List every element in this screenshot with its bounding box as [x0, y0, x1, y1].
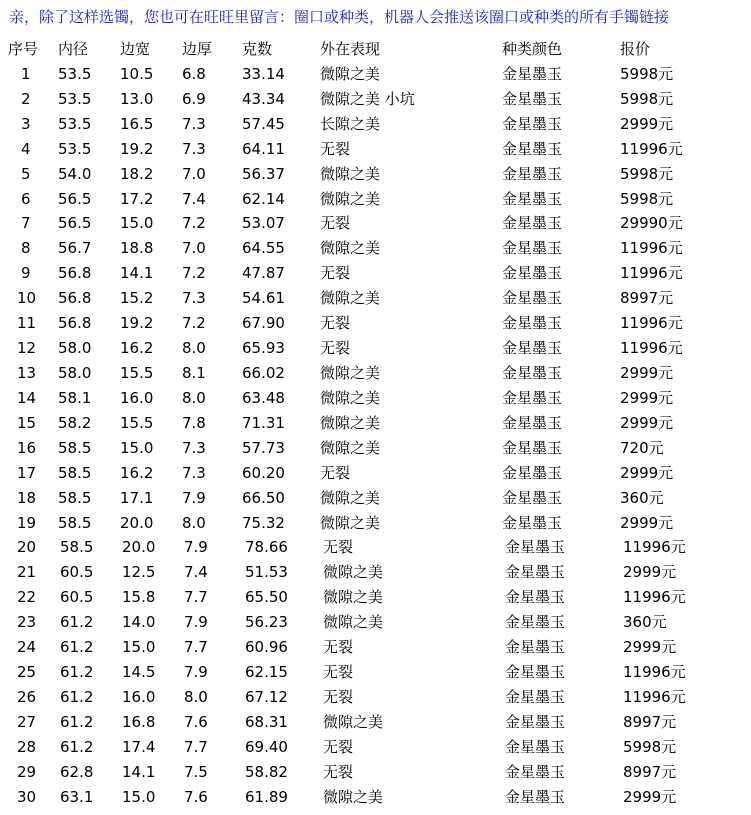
cell-gram: 33.14 [242, 64, 285, 83]
cell-kind: 金星墨玉 [502, 314, 563, 333]
cell-gram: 65.50 [245, 588, 288, 607]
table-row [0, 137, 751, 162]
cell-inner: 54.0 [58, 164, 92, 183]
table-row [0, 535, 751, 560]
cell-kind: 金星墨玉 [505, 787, 566, 806]
cell-gram: 71.31 [242, 413, 285, 432]
cell-seq: 11 [17, 314, 37, 333]
cell-look: 微隙之美 [320, 64, 381, 83]
table-row [0, 236, 751, 261]
cell-kind: 金星墨玉 [502, 89, 563, 108]
table-row [0, 411, 751, 436]
header-kind: 种类颜色 [502, 40, 563, 58]
cell-inner: 58.0 [58, 339, 92, 358]
cell-width: 15.0 [122, 638, 156, 657]
cell-inner: 60.5 [60, 563, 94, 582]
table-row [0, 560, 751, 585]
cell-width: 10.5 [120, 64, 154, 83]
cell-gram: 47.87 [242, 264, 285, 283]
cell-thick: 7.9 [182, 488, 206, 507]
cell-look: 无裂 [320, 139, 351, 158]
cell-width: 14.0 [122, 613, 156, 632]
cell-kind: 金星墨玉 [505, 638, 566, 657]
cell-price: 11996元 [623, 588, 686, 607]
cell-seq: 24 [17, 638, 37, 657]
cell-price: 5998元 [623, 737, 677, 756]
cell-price: 5998元 [620, 89, 674, 108]
cell-seq: 28 [17, 737, 37, 756]
header-thick: 边厚 [182, 40, 213, 58]
cell-inner: 61.2 [60, 737, 94, 756]
cell-look: 微隙之美 [323, 787, 384, 806]
table-row [0, 461, 751, 486]
cell-seq: 4 [21, 139, 31, 158]
cell-look: 微隙之美 [323, 712, 384, 731]
cell-kind: 金星墨玉 [502, 289, 563, 308]
cell-width: 15.5 [120, 413, 154, 432]
table-row [0, 386, 751, 411]
cell-seq: 9 [21, 264, 31, 283]
cell-thick: 7.4 [182, 189, 206, 208]
cell-thick: 8.1 [182, 363, 206, 382]
cell-price: 2999元 [623, 638, 677, 657]
cell-inner: 58.5 [58, 438, 92, 457]
cell-kind: 金星墨玉 [502, 239, 563, 258]
cell-price: 2999元 [623, 563, 677, 582]
cell-inner: 58.5 [58, 463, 92, 482]
cell-width: 17.1 [120, 488, 154, 507]
cell-thick: 7.0 [182, 164, 206, 183]
bracelet-table [0, 37, 751, 810]
table-row [0, 685, 751, 710]
cell-kind: 金星墨玉 [502, 164, 563, 183]
cell-width: 14.1 [122, 762, 156, 781]
cell-kind: 金星墨玉 [505, 712, 566, 731]
header-look: 外在表现 [320, 40, 381, 58]
cell-width: 16.5 [120, 114, 154, 133]
table-row [0, 710, 751, 735]
cell-price: 11996元 [623, 538, 686, 557]
cell-price: 8997元 [623, 712, 677, 731]
cell-seq: 7 [21, 214, 31, 233]
cell-look: 无裂 [323, 538, 354, 557]
cell-width: 17.4 [122, 737, 156, 756]
table-row [0, 261, 751, 286]
cell-gram: 65.93 [242, 339, 285, 358]
cell-inner: 58.5 [58, 488, 92, 507]
cell-width: 15.0 [122, 787, 156, 806]
table-row [0, 211, 751, 236]
cell-price: 11996元 [623, 687, 686, 706]
cell-gram: 53.07 [242, 214, 285, 233]
cell-price: 5998元 [620, 64, 674, 83]
cell-thick: 6.9 [182, 89, 206, 108]
cell-seq: 26 [17, 687, 37, 706]
cell-seq: 8 [21, 239, 31, 258]
cell-seq: 1 [21, 64, 31, 83]
cell-gram: 57.73 [242, 438, 285, 457]
table-row [0, 112, 751, 137]
cell-look: 微隙之美 [320, 413, 381, 432]
table-row [0, 361, 751, 386]
table-row [0, 436, 751, 461]
cell-price: 11996元 [620, 314, 683, 333]
cell-look: 微隙之美 [320, 289, 381, 308]
cell-width: 18.2 [120, 164, 154, 183]
cell-thick: 7.0 [182, 239, 206, 258]
cell-width: 15.0 [120, 214, 154, 233]
cell-thick: 6.8 [182, 64, 206, 83]
cell-price: 2999元 [620, 388, 674, 407]
cell-price: 11996元 [623, 663, 686, 682]
table-row [0, 486, 751, 511]
cell-look: 微隙之美 [323, 588, 384, 607]
cell-gram: 43.34 [242, 89, 285, 108]
cell-price: 2999元 [620, 413, 674, 432]
cell-gram: 67.90 [242, 314, 285, 333]
cell-price: 360元 [620, 488, 664, 507]
cell-gram: 57.45 [242, 114, 285, 133]
cell-look: 微隙之美 [320, 488, 381, 507]
cell-thick: 8.0 [182, 388, 206, 407]
cell-price: 360元 [623, 613, 667, 632]
table-row [0, 610, 751, 635]
cell-seq: 10 [17, 289, 37, 308]
cell-thick: 7.4 [184, 563, 208, 582]
cell-kind: 金星墨玉 [502, 339, 563, 358]
cell-kind: 金星墨玉 [505, 563, 566, 582]
cell-kind: 金星墨玉 [505, 687, 566, 706]
cell-kind: 金星墨玉 [502, 513, 563, 532]
cell-width: 20.0 [122, 538, 156, 557]
cell-inner: 63.1 [60, 787, 94, 806]
cell-look: 微隙之美 [320, 363, 381, 382]
cell-inner: 56.5 [58, 214, 92, 233]
cell-look: 无裂 [323, 687, 354, 706]
cell-width: 16.0 [120, 388, 154, 407]
cell-thick: 8.0 [184, 687, 208, 706]
cell-gram: 61.89 [245, 787, 288, 806]
cell-gram: 63.48 [242, 388, 285, 407]
cell-seq: 30 [17, 787, 37, 806]
cell-look: 微隙之美 [320, 513, 381, 532]
cell-thick: 7.3 [182, 114, 206, 133]
cell-gram: 54.61 [242, 289, 285, 308]
cell-inner: 61.2 [60, 663, 94, 682]
cell-gram: 62.15 [245, 663, 288, 682]
cell-width: 19.2 [120, 139, 154, 158]
table-row [0, 62, 751, 87]
cell-inner: 58.5 [60, 538, 94, 557]
table-row [0, 187, 751, 212]
table-row [0, 286, 751, 311]
header-gram: 克数 [242, 40, 273, 58]
cell-thick: 7.9 [184, 613, 208, 632]
cell-gram: 56.23 [245, 613, 288, 632]
cell-price: 11996元 [620, 264, 683, 283]
cell-inner: 58.0 [58, 363, 92, 382]
cell-seq: 18 [17, 488, 37, 507]
cell-seq: 25 [17, 663, 37, 682]
cell-thick: 7.6 [184, 787, 208, 806]
cell-thick: 7.6 [184, 712, 208, 731]
cell-inner: 60.5 [60, 588, 94, 607]
cell-seq: 15 [17, 413, 37, 432]
cell-look: 无裂 [320, 463, 351, 482]
cell-thick: 7.8 [182, 413, 206, 432]
cell-seq: 17 [17, 463, 37, 482]
cell-kind: 金星墨玉 [502, 488, 563, 507]
cell-gram: 56.37 [242, 164, 285, 183]
cell-seq: 20 [17, 538, 37, 557]
header-inner: 内径 [58, 40, 89, 58]
cell-kind: 金星墨玉 [505, 538, 566, 557]
table-row [0, 585, 751, 610]
cell-seq: 22 [17, 588, 37, 607]
cell-price: 720元 [620, 438, 664, 457]
cell-kind: 金星墨玉 [502, 114, 563, 133]
cell-thick: 8.0 [182, 339, 206, 358]
cell-gram: 67.12 [245, 687, 288, 706]
cell-gram: 60.20 [242, 463, 285, 482]
cell-kind: 金星墨玉 [502, 363, 563, 382]
table-row [0, 336, 751, 361]
cell-width: 14.1 [120, 264, 154, 283]
table-row [0, 785, 751, 810]
cell-gram: 58.82 [245, 762, 288, 781]
cell-look: 微隙之美 [320, 164, 381, 183]
cell-price: 2999元 [623, 787, 677, 806]
cell-seq: 21 [17, 563, 37, 582]
cell-width: 15.2 [120, 289, 154, 308]
table-row [0, 735, 751, 760]
cell-seq: 2 [21, 89, 31, 108]
cell-look: 长隙之美 [320, 114, 381, 133]
cell-seq: 23 [17, 613, 37, 632]
cell-inner: 58.1 [58, 388, 92, 407]
cell-kind: 金星墨玉 [502, 413, 563, 432]
cell-width: 16.0 [122, 687, 156, 706]
cell-kind: 金星墨玉 [505, 588, 566, 607]
cell-width: 14.5 [122, 663, 156, 682]
cell-look: 无裂 [323, 663, 354, 682]
cell-inner: 61.2 [60, 712, 94, 731]
cell-look: 微隙之美 [320, 239, 381, 258]
cell-inner: 56.7 [58, 239, 92, 258]
cell-look: 无裂 [320, 339, 351, 358]
cell-look: 无裂 [323, 762, 354, 781]
cell-inner: 61.2 [60, 613, 94, 632]
cell-gram: 64.11 [242, 139, 285, 158]
cell-look: 无裂 [320, 264, 351, 283]
cell-width: 18.8 [120, 239, 154, 258]
cell-look: 无裂 [323, 737, 354, 756]
cell-width: 13.0 [120, 89, 154, 108]
table-row [0, 635, 751, 660]
cell-gram: 78.66 [245, 538, 288, 557]
cell-look: 微隙之美 [320, 438, 381, 457]
cell-price: 2999元 [620, 513, 674, 532]
cell-seq: 6 [21, 189, 31, 208]
cell-width: 12.5 [122, 563, 156, 582]
cell-price: 11996元 [620, 139, 683, 158]
cell-inner: 53.5 [58, 64, 92, 83]
table-row [0, 660, 751, 685]
cell-kind: 金星墨玉 [502, 214, 563, 233]
cell-price: 5998元 [620, 189, 674, 208]
cell-seq: 27 [17, 712, 37, 731]
cell-look: 无裂 [320, 214, 351, 233]
table-header [0, 37, 751, 62]
cell-price: 8997元 [620, 289, 674, 308]
cell-gram: 62.14 [242, 189, 285, 208]
cell-thick: 8.0 [182, 513, 206, 532]
cell-kind: 金星墨玉 [502, 264, 563, 283]
cell-gram: 60.96 [245, 638, 288, 657]
cell-inner: 56.8 [58, 289, 92, 308]
header-seq: 序号 [8, 40, 39, 58]
cell-look: 微隙之美 [320, 388, 381, 407]
cell-thick: 7.9 [184, 663, 208, 682]
cell-price: 29990元 [620, 214, 683, 233]
cell-thick: 7.3 [182, 438, 206, 457]
cell-price: 11996元 [620, 339, 683, 358]
cell-seq: 12 [17, 339, 37, 358]
cell-kind: 金星墨玉 [505, 613, 566, 632]
cell-kind: 金星墨玉 [505, 762, 566, 781]
cell-look: 微隙之美 [320, 189, 381, 208]
cell-gram: 69.40 [245, 737, 288, 756]
table-row [0, 511, 751, 536]
table-row [0, 311, 751, 336]
notice-text: 亲，除了这样选镯，您也可在旺旺里留言：圈口或种类，机器人会推送该圈口或种类的所有手镯链接 [9, 8, 670, 26]
cell-width: 20.0 [120, 513, 154, 532]
cell-width: 15.0 [120, 438, 154, 457]
cell-seq: 14 [17, 388, 37, 407]
cell-inner: 61.2 [60, 687, 94, 706]
cell-seq: 13 [17, 363, 37, 382]
cell-inner: 56.8 [58, 314, 92, 333]
cell-width: 16.2 [120, 463, 154, 482]
cell-price: 2999元 [620, 463, 674, 482]
cell-thick: 7.5 [184, 762, 208, 781]
cell-gram: 64.55 [242, 239, 285, 258]
table-row [0, 162, 751, 187]
cell-price: 11996元 [620, 239, 683, 258]
cell-kind: 金星墨玉 [502, 463, 563, 482]
cell-inner: 58.2 [58, 413, 92, 432]
cell-gram: 66.02 [242, 363, 285, 382]
cell-width: 17.2 [120, 189, 154, 208]
cell-price: 5998元 [620, 164, 674, 183]
cell-price: 2999元 [620, 363, 674, 382]
cell-inner: 61.2 [60, 638, 94, 657]
cell-price: 8997元 [623, 762, 677, 781]
cell-seq: 29 [17, 762, 37, 781]
cell-gram: 66.50 [242, 488, 285, 507]
header-price: 报价 [620, 40, 651, 58]
cell-look: 无裂 [323, 638, 354, 657]
cell-inner: 56.5 [58, 189, 92, 208]
cell-inner: 56.8 [58, 264, 92, 283]
cell-inner: 53.5 [58, 89, 92, 108]
cell-gram: 51.53 [245, 563, 288, 582]
cell-seq: 19 [17, 513, 37, 532]
cell-thick: 7.3 [182, 463, 206, 482]
cell-thick: 7.3 [182, 139, 206, 158]
cell-look: 微隙之美 [323, 563, 384, 582]
cell-kind: 金星墨玉 [502, 189, 563, 208]
table-row [0, 760, 751, 785]
cell-price: 2999元 [620, 114, 674, 133]
cell-thick: 7.9 [184, 538, 208, 557]
cell-kind: 金星墨玉 [505, 663, 566, 682]
cell-kind: 金星墨玉 [502, 388, 563, 407]
cell-inner: 58.5 [58, 513, 92, 532]
cell-width: 16.2 [120, 339, 154, 358]
table-row [0, 87, 751, 112]
cell-seq: 5 [21, 164, 31, 183]
cell-kind: 金星墨玉 [502, 438, 563, 457]
cell-thick: 7.2 [182, 314, 206, 333]
cell-inner: 62.8 [60, 762, 94, 781]
cell-seq: 3 [21, 114, 31, 133]
cell-thick: 7.7 [184, 588, 208, 607]
cell-width: 16.8 [122, 712, 156, 731]
cell-look: 微隙之美 [323, 613, 384, 632]
cell-thick: 7.7 [184, 638, 208, 657]
table-body [0, 62, 751, 810]
cell-kind: 金星墨玉 [502, 64, 563, 83]
cell-look: 微隙之美 小坑 [320, 89, 415, 108]
cell-width: 15.8 [122, 588, 156, 607]
cell-width: 15.5 [120, 363, 154, 382]
cell-inner: 53.5 [58, 114, 92, 133]
cell-gram: 75.32 [242, 513, 285, 532]
cell-look: 无裂 [320, 314, 351, 333]
cell-thick: 7.7 [184, 737, 208, 756]
cell-kind: 金星墨玉 [502, 139, 563, 158]
cell-thick: 7.2 [182, 264, 206, 283]
cell-kind: 金星墨玉 [505, 737, 566, 756]
cell-seq: 16 [17, 438, 37, 457]
cell-inner: 53.5 [58, 139, 92, 158]
cell-thick: 7.3 [182, 289, 206, 308]
cell-width: 19.2 [120, 314, 154, 333]
cell-thick: 7.2 [182, 214, 206, 233]
cell-gram: 68.31 [245, 712, 288, 731]
header-width: 边宽 [120, 40, 151, 58]
